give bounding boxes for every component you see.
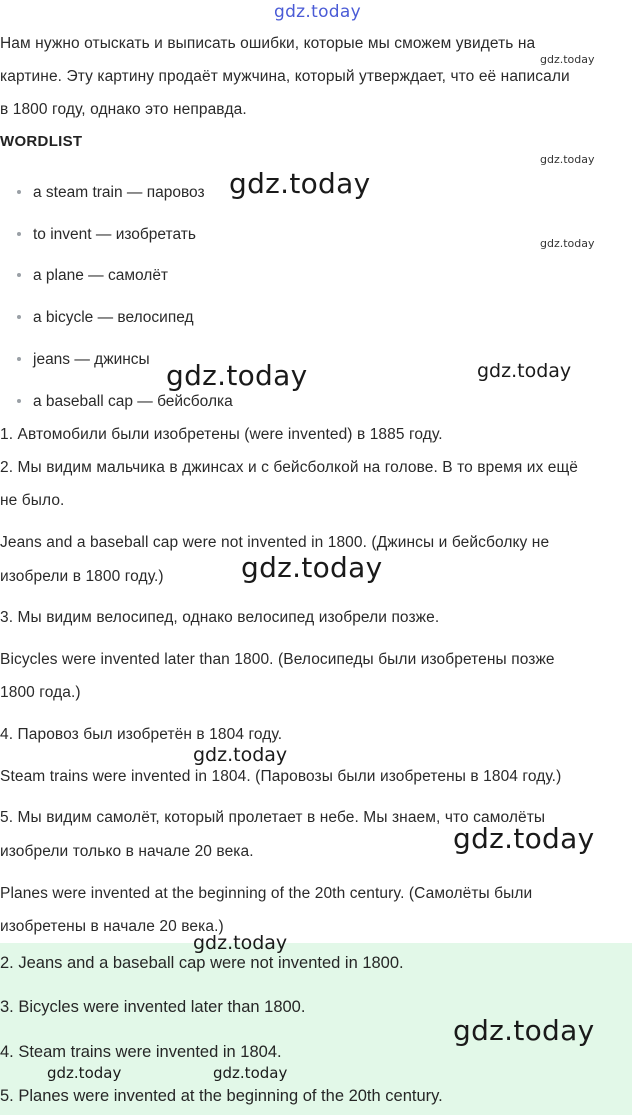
answer-line: 4. Steam trains were invented in 1804.: [0, 1043, 282, 1061]
bullet-icon: [17, 315, 21, 319]
wordlist-heading: WORDLIST: [0, 133, 83, 150]
watermark: gdz.today: [193, 932, 288, 954]
intro-line-2: картине. Эту картину продаёт мужчина, который утверждает, что её написали: [0, 68, 570, 85]
watermark: gdz.today: [540, 237, 595, 250]
bullet-icon: [17, 190, 21, 194]
wordlist-item: [17, 350, 150, 370]
body-line: не было.: [0, 492, 65, 509]
wordlist-item: [17, 183, 205, 203]
bullet-icon: [17, 357, 21, 361]
watermark: gdz.today: [477, 360, 572, 382]
wordlist-item: [17, 392, 233, 412]
watermark: gdz.today: [213, 1064, 288, 1082]
watermark: gdz.today: [193, 744, 288, 766]
body-line: 4. Паровоз был изобретён в 1804 году.: [0, 726, 283, 743]
watermark: gdz.today: [453, 1014, 595, 1047]
body-line: изобретены в начале 20 века.): [0, 918, 224, 935]
watermark: gdz.today: [47, 1064, 122, 1082]
body-line: 3. Мы видим велосипед, однако велосипед изобрели позже.: [0, 609, 440, 626]
wordlist-item-text: a steam train — паровоз: [33, 184, 205, 201]
body-line: 1800 года.): [0, 684, 81, 701]
answer-line: 2. Jeans and a baseball cap were not invented in 1800.: [0, 954, 404, 972]
bullet-icon: [17, 232, 21, 236]
watermark: gdz.today: [540, 53, 595, 66]
body-line: 1. Автомобили были изобретены (were invented) в 1885 году.: [0, 426, 443, 443]
bullet-icon: [17, 399, 21, 403]
wordlist-item: [17, 266, 168, 286]
answer-box: [0, 943, 632, 1115]
body-line: 2. Мы видим мальчика в джинсах и с бейсболкой на голове. В то время их ещё: [0, 459, 579, 476]
wordlist-item-text: jeans — джинсы: [33, 351, 150, 368]
wordlist-item-text: a bicycle — велосипед: [33, 309, 194, 326]
body-line: изобрели в 1800 году.): [0, 568, 164, 585]
site-logo[interactable]: gdz.today: [274, 2, 361, 22]
wordlist-item-text: a plane — самолёт: [33, 267, 169, 284]
answer-line: 3. Bicycles were invented later than 1800.: [0, 998, 306, 1016]
wordlist-item: [17, 225, 196, 245]
wordlist-item-text: a baseball cap — бейсболка: [33, 393, 233, 410]
body-line: 5. Мы видим самолёт, который пролетает в небе. Мы знаем, что самолёты: [0, 809, 546, 826]
body-line: Bicycles were invented later than 1800. (Велосипеды были изобретены позже: [0, 651, 555, 668]
bullet-icon: [17, 273, 21, 277]
watermark: gdz.today: [229, 167, 371, 200]
watermark: gdz.today: [241, 551, 383, 584]
body-line: Steam trains were invented in 1804. (Паровозы были изобретены в 1804 году.): [0, 768, 562, 785]
watermark: gdz.today: [540, 153, 595, 166]
wordlist-item-text: to invent — изобретать: [33, 226, 196, 243]
body-line: изобрели только в начале 20 века.: [0, 843, 254, 860]
wordlist-item: [17, 308, 194, 328]
intro-line-1: Нам нужно отыскать и выписать ошибки, которые мы сможем увидеть на: [0, 35, 536, 52]
body-line: Planes were invented at the beginning of the 20th century. (Самолёты были: [0, 885, 533, 902]
body-line: Jeans and a baseball cap were not invented in 1800. (Джинсы и бейсболку не: [0, 534, 550, 551]
intro-line-3: в 1800 году, однако это неправда.: [0, 101, 247, 118]
watermark: gdz.today: [453, 822, 595, 855]
watermark: gdz.today: [166, 359, 308, 392]
answer-line: 5. Planes were invented at the beginning of the 20th century.: [0, 1087, 443, 1105]
